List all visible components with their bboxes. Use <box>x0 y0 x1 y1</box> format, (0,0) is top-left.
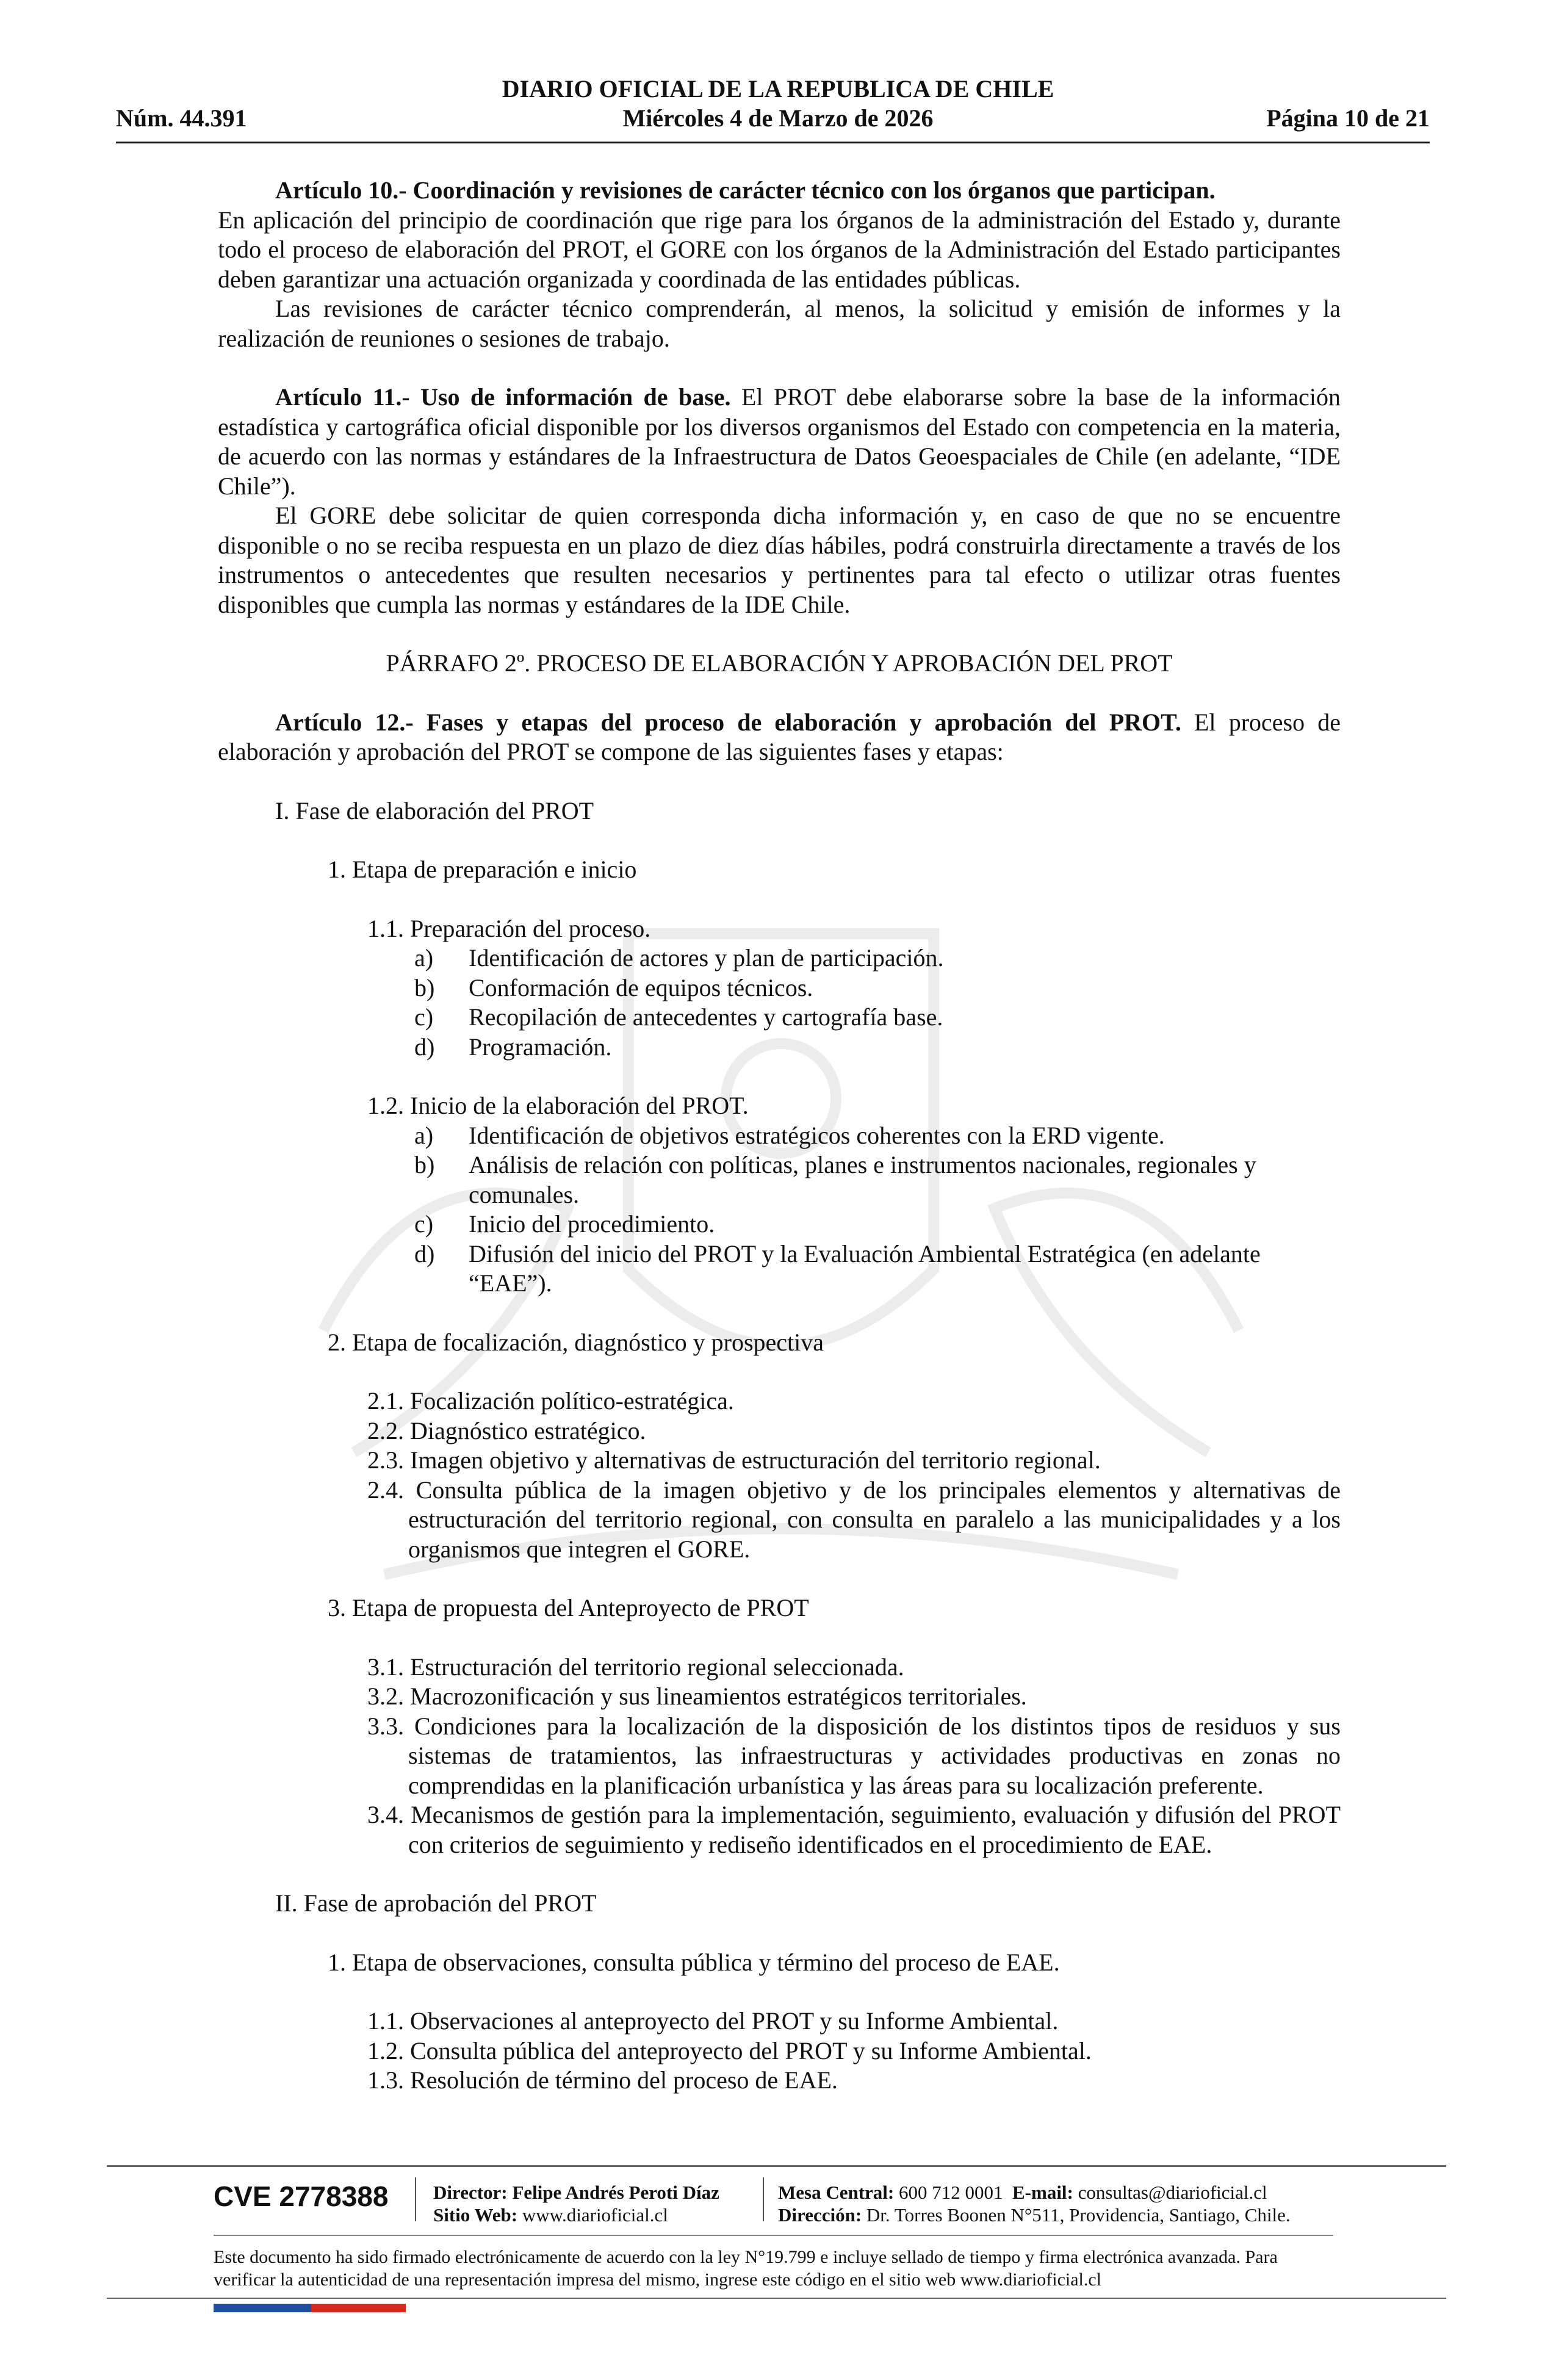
list-item: 3.1. Estructuración del territorio regional seleccionada. <box>367 1653 904 1681</box>
address: Dr. Torres Boonen N°511, Providencia, Santiago, Chile. <box>866 2204 1291 2226</box>
publication-title: DIARIO OFICIAL DE LA REPUBLICA DE CHILE <box>502 75 1054 103</box>
stage-1-3-title: 3. Etapa de propuesta del Anteproyecto de PROT <box>328 1594 809 1621</box>
list-item: 2.2. Diagnóstico estratégico. <box>367 1416 646 1444</box>
email-link[interactable]: consultas@diarioficial.cl <box>1078 2182 1267 2203</box>
stage-1-2-title: 2. Etapa de focalización, diagnóstico y prospectiva <box>328 1328 824 1356</box>
article-12-title: Artículo 12.- Fases y etapas del proceso de elaboración y aprobación del PROT. <box>275 708 1181 736</box>
list-item: a) Identificación de actores y plan de participación. <box>414 944 944 972</box>
list-item: 2.4. Consulta pública de la imagen objetivo y de los principales elementos y alternativas de estructuración del territorio regional, con consulta en paralelo a las municipalidades y a los organismos que integren el GORE. <box>367 1476 1341 1563</box>
footer-separator <box>763 2177 764 2221</box>
list-item: d) Difusión del inicio del PROT y la Evaluación Ambiental Estratégica (en adelante “EAE”). <box>414 1239 1261 1297</box>
list-item: 3.4. Mecanismos de gestión para la implementación, seguimiento, evaluación y difusión del PROT con criterios de seguimiento y rediseño identificados en el procedimiento de EAE. <box>367 1801 1341 1858</box>
footer-divider-top <box>107 2165 1446 2167</box>
article-10-title: Artículo 10.- Coordinación y revisiones de carácter técnico con los órganos que participan. <box>275 176 1216 204</box>
footer-contact-block: Mesa Central: 600 712 0001 E-mail: consultas@diarioficial.cl Dirección: Dr. Torres Boonen N°511, Providencia, Santiago, Chile. <box>778 2182 1291 2226</box>
article-12-intro: Artículo 12.- Fases y etapas del proceso de elaboración y aprobación del PROT. El proceso de elaboración y aprobación del PROT se compone de las siguientes fases y etapas: <box>218 708 1341 765</box>
list-item: b) Conformación de equipos técnicos. <box>414 973 813 1001</box>
document-body <box>218 176 1341 2096</box>
list-item: 2.1. Focalización político-estratégica. <box>367 1387 734 1415</box>
phone-number: 600 712 0001 <box>899 2182 1003 2203</box>
footer-divider-bottom <box>107 2298 1446 2299</box>
substage-1-2-title: 1.2. Inicio de la elaboración del PROT. <box>367 1092 749 1119</box>
list-item: 1.2. Consulta pública del anteproyecto del PROT y su Informe Ambiental. <box>367 2036 1092 2064</box>
list-item: a) Identificación de objetivos estratégicos coherentes con la ERD vigente. <box>414 1121 1165 1149</box>
phase-2-title: II. Fase de aprobación del PROT <box>275 1889 597 1917</box>
article-11-paragraph-1: Artículo 11.- Uso de información de base. El PROT debe elaborarse sobre la base de la información estadística y cartográfica oficial disponible por los diversos organismos del Estado con competencia en la materia, de acuerdo con las normas y estándares de la Infraestructura de Datos Geoespaciales de Chile (en adelante, “IDE Chile”). <box>218 383 1341 500</box>
list-item: c) Recopilación de antecedentes y cartografía base. <box>414 1003 943 1031</box>
publication-date: Miércoles 4 de Marzo de 2026 <box>622 104 934 132</box>
footer-separator <box>415 2177 416 2221</box>
list-item: 3.3. Condiciones para la localización de la disposición de los distintos tipos de residuos y sus sistemas de tratamientos, las infraestructuras y actividades productivas en zonas no comprendidas en la planificación urbanística y las áreas para su localización preferente. <box>367 1712 1341 1799</box>
legal-notice: Este documento ha sido firmado electrónicamente de acuerdo con la ley N°19.799 e incluye sellado de tiempo y firma electrónica avanzada. Para verificar la autenticidad de una representación impresa del mismo, ingrese este código en el sitio web www.diarioficial.cl <box>214 2247 1278 2290</box>
stage-1-1-title: 1. Etapa de preparación e inicio <box>328 856 637 883</box>
list-item: 1.1. Observaciones al anteproyecto del PROT y su Informe Ambiental. <box>367 2007 1059 2035</box>
article-10-paragraph-2: Las revisiones de carácter técnico comprenderán, al menos, la solicitud y emisión de informes y la realización de reuniones o sesiones de trabajo. <box>218 295 1341 352</box>
director-name: Felipe Andrés Peroti Díaz <box>512 2182 719 2203</box>
list-item: 3.2. Macrozonificación y sus lineamientos estratégicos territoriales. <box>367 1682 1027 1710</box>
website-link[interactable]: www.diarioficial.cl <box>522 2204 668 2226</box>
flag-stripe-red <box>311 2304 406 2312</box>
phase-1-title: I. Fase de elaboración del PROT <box>275 796 594 824</box>
list-item: 1.3. Resolución de término del proceso de EAE. <box>367 2066 838 2094</box>
cve-code: CVE 2778388 <box>214 2180 389 2212</box>
footer-director-block: Director: Felipe Andrés Peroti Díaz Sitio Web: www.diarioficial.cl <box>433 2182 719 2226</box>
article-10-paragraph-1: En aplicación del principio de coordinación que rige para los órganos de la administración del Estado y, durante todo el proceso de elaboración del PROT, el GORE con los órganos de la Administración del Estado participantes deben garantizar una actuación organizada y coordinada de las entidades públicas. <box>218 206 1341 293</box>
page-number: Página 10 de 21 <box>1266 104 1430 132</box>
header-divider <box>116 142 1430 143</box>
section-heading: PÁRRAFO 2º. PROCESO DE ELABORACIÓN Y APROBACIÓN DEL PROT <box>386 649 1173 677</box>
substage-1-1-title: 1.1. Preparación del proceso. <box>367 914 651 942</box>
list-item: b) Análisis de relación con políticas, planes e instrumentos nacionales, regionales y comunales. <box>414 1151 1256 1208</box>
flag-stripe-blue <box>214 2304 311 2312</box>
footer-divider-middle <box>214 2235 1333 2236</box>
issue-number: Núm. 44.391 <box>116 104 247 132</box>
list-item: c) Inicio del procedimiento. <box>414 1210 715 1238</box>
list-item: 2.3. Imagen objetivo y alternativas de estructuración del territorio regional. <box>367 1446 1101 1474</box>
article-11-title: Artículo 11.- Uso de información de base. <box>275 383 731 411</box>
list-item: d) Programación. <box>414 1033 612 1061</box>
stage-2-1-title: 1. Etapa de observaciones, consulta pública y término del proceso de EAE. <box>328 1948 1060 1976</box>
article-11-paragraph-2: El GORE debe solicitar de quien corresponda dicha información y, en caso de que no se encuentre disponible o no se reciba respuesta en un plazo de diez días hábiles, podrá construirla directamente a través de los instrumentos o antecedentes que resulten necesarios y pertinentes para tal efecto o utilizar otras fuentes disponibles que cumpla las normas y estándares de la IDE Chile. <box>218 502 1341 618</box>
